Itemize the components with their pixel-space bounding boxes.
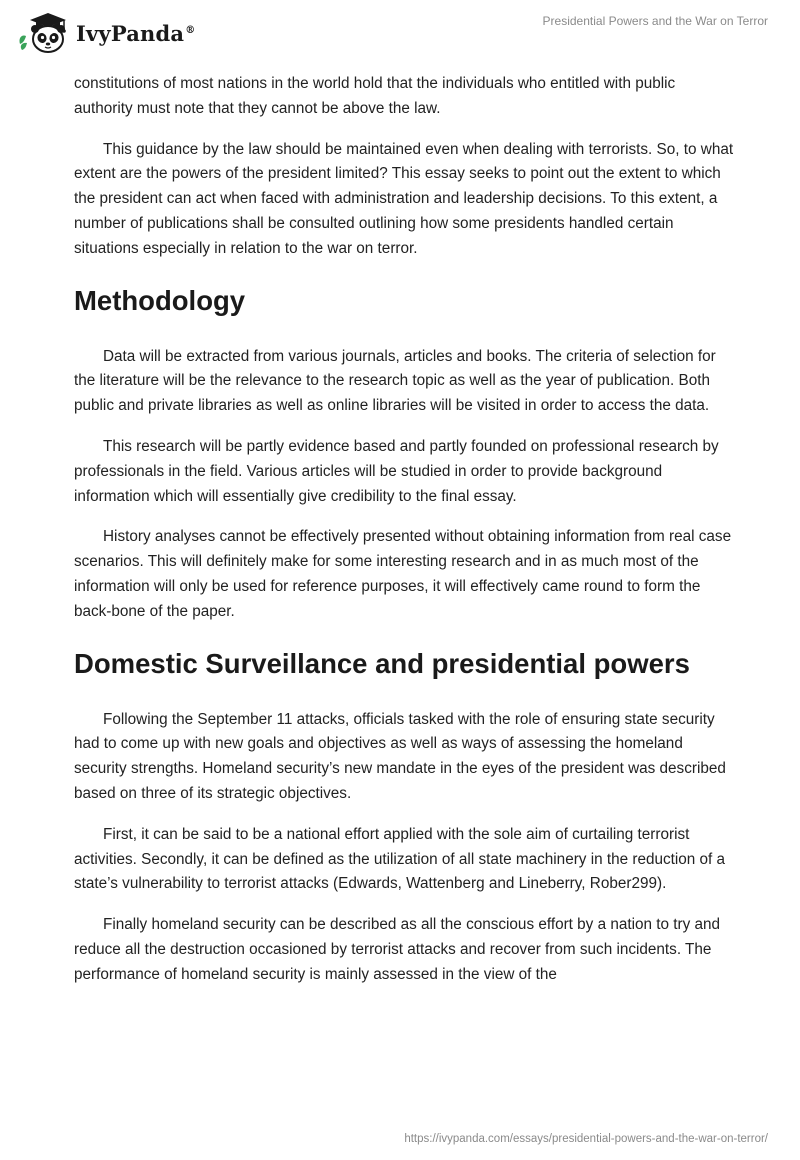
paragraph: This research will be partly evidence based and partly founded on professional research by professionals in the field. Various articles will be studied in order to provide background information which will essentially give credibility to the final essay. [74,437,719,505]
document-title: Presidential Powers and the War on Terror [542,14,768,28]
registered-mark: ® [185,24,196,36]
section-heading-methodology: Methodology [74,284,246,316]
paragraph: History analyses cannot be effectively presented without obtaining information from real case scenarios. This will definitely make for some interesting research and in as much most of the information will only be used for reference purposes, it will effectively came round to form the back-bone of the paper. [74,528,732,620]
paragraph: First, it can be said to be a national effort applied with the sole aim of curtailing terrorist activities. Secondly, it can be defined as the utilization of all state machinery in the reduction of a state’s vulnerability to terrorist attacks (Edwards, Wattenberg and Lineberry, Rober299). [74,825,726,893]
brand-name: IvyPanda® [76,20,196,46]
source-url[interactable]: https://ivypanda.com/essays/presidential-powers-and-the-war-on-terror/ [404,1133,768,1145]
paragraph: Finally homeland security can be described as all the conscious effort by a nation to try and reduce all the destruction occasioned by terrorist attacks and recover from such incidents. The performance of homeland security is mainly assessed in the view of the [74,916,721,983]
panda-graduate-icon [16,8,72,56]
paragraph: constitutions of most nations in the world hold that the individuals who entitled with public authority must note that they cannot be above the law. [74,75,676,117]
paragraph: Following the September 11 attacks, officials tasked with the role of ensuring state security had to come up with new goals and objectives as well as ways of assessing the homeland security strengths. Homeland security’s new mandate in the eyes of the president was described based on three of its strategic objectives. [74,710,726,802]
paragraph: This guidance by the law should be maintained even when dealing with terrorists. So, to what extent are the powers of the president limited? This essay seeks to point out the extent to which the president can act when faced with administration and leadership decisions. To this extent, a number of publications shall be consulted outlining how some presidents handled certain situations especially in relation to the war on terror. [74,140,734,257]
page-header [0,0,800,62]
section-heading-domestic-surveillance: Domestic Surveillance and presidential powers [74,647,690,679]
ivypanda-logo[interactable] [16,8,195,56]
paragraph: Data will be extracted from various journals, articles and books. The criteria of selection for the literature will be the relevance to the research topic as well as the year of publication. Both public and private libraries as well as online libraries will be visited in order to access the data. [74,347,716,415]
essay-content [74,72,734,1004]
